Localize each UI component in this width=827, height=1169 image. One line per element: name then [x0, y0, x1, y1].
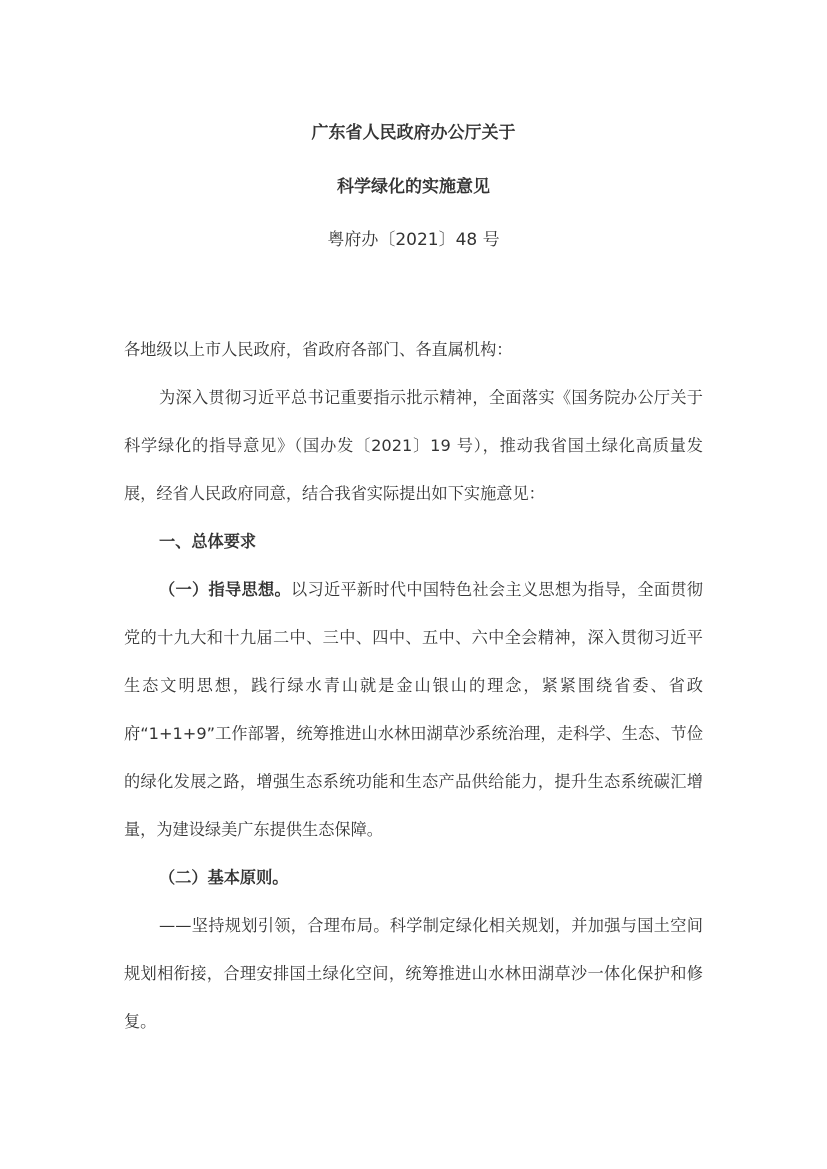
basic-principles-heading: （二）基本原则。 [159, 868, 289, 887]
document-title-line1: 广东省人民政府办公厅关于 [311, 123, 516, 143]
salutation: 各地级以上市人民政府，省政府各部门、各直属机构： [124, 340, 513, 359]
document-number: 粤府办〔2021〕48 号 [327, 230, 500, 250]
section-heading-general-requirements: 一、总体要求 [159, 532, 257, 551]
guiding-thought-lead: （一）指导思想。 [159, 580, 291, 599]
guiding-thought-paragraph [124, 566, 703, 854]
principle-planning-paragraph: ——坚持规划引领，合理布局。科学制定绿化相关规划，并加强与国土空间规划相衔接，合理安排国土绿化空间，统筹推进山水林田湖草沙一体化保护和修复。 [124, 916, 703, 1031]
guiding-thought-text: 以习近平新时代中国特色社会主义思想为指导，全面贯彻党的十九大和十九届二中、三中、四中、五中、六中全会精神，深入贯彻习近平生态文明思想，践行绿水青山就是金山银山的理念，紧紧围绕省委、省政府“1+1+9”工作部署，统筹推进山水林田湖草沙系统治理，走科学、生态、节俭的绿化发展之路，增强生态系统功能和生态产品供给能力，提升生态系统碳汇增量，为建设绿美广东提供生态保障。 [124, 580, 703, 839]
document-title-line2: 科学绿化的实施意见 [337, 177, 490, 197]
intro-paragraph: 为深入贯彻习近平总书记重要指示批示精神，全面落实《国务院办公厅关于科学绿化的指导意见》（国办发〔2021〕19 号），推动我省国土绿化高质量发展，经省人民政府同意，结合我省实际提出如下实施意见： [124, 388, 703, 503]
document-body [124, 326, 703, 1046]
